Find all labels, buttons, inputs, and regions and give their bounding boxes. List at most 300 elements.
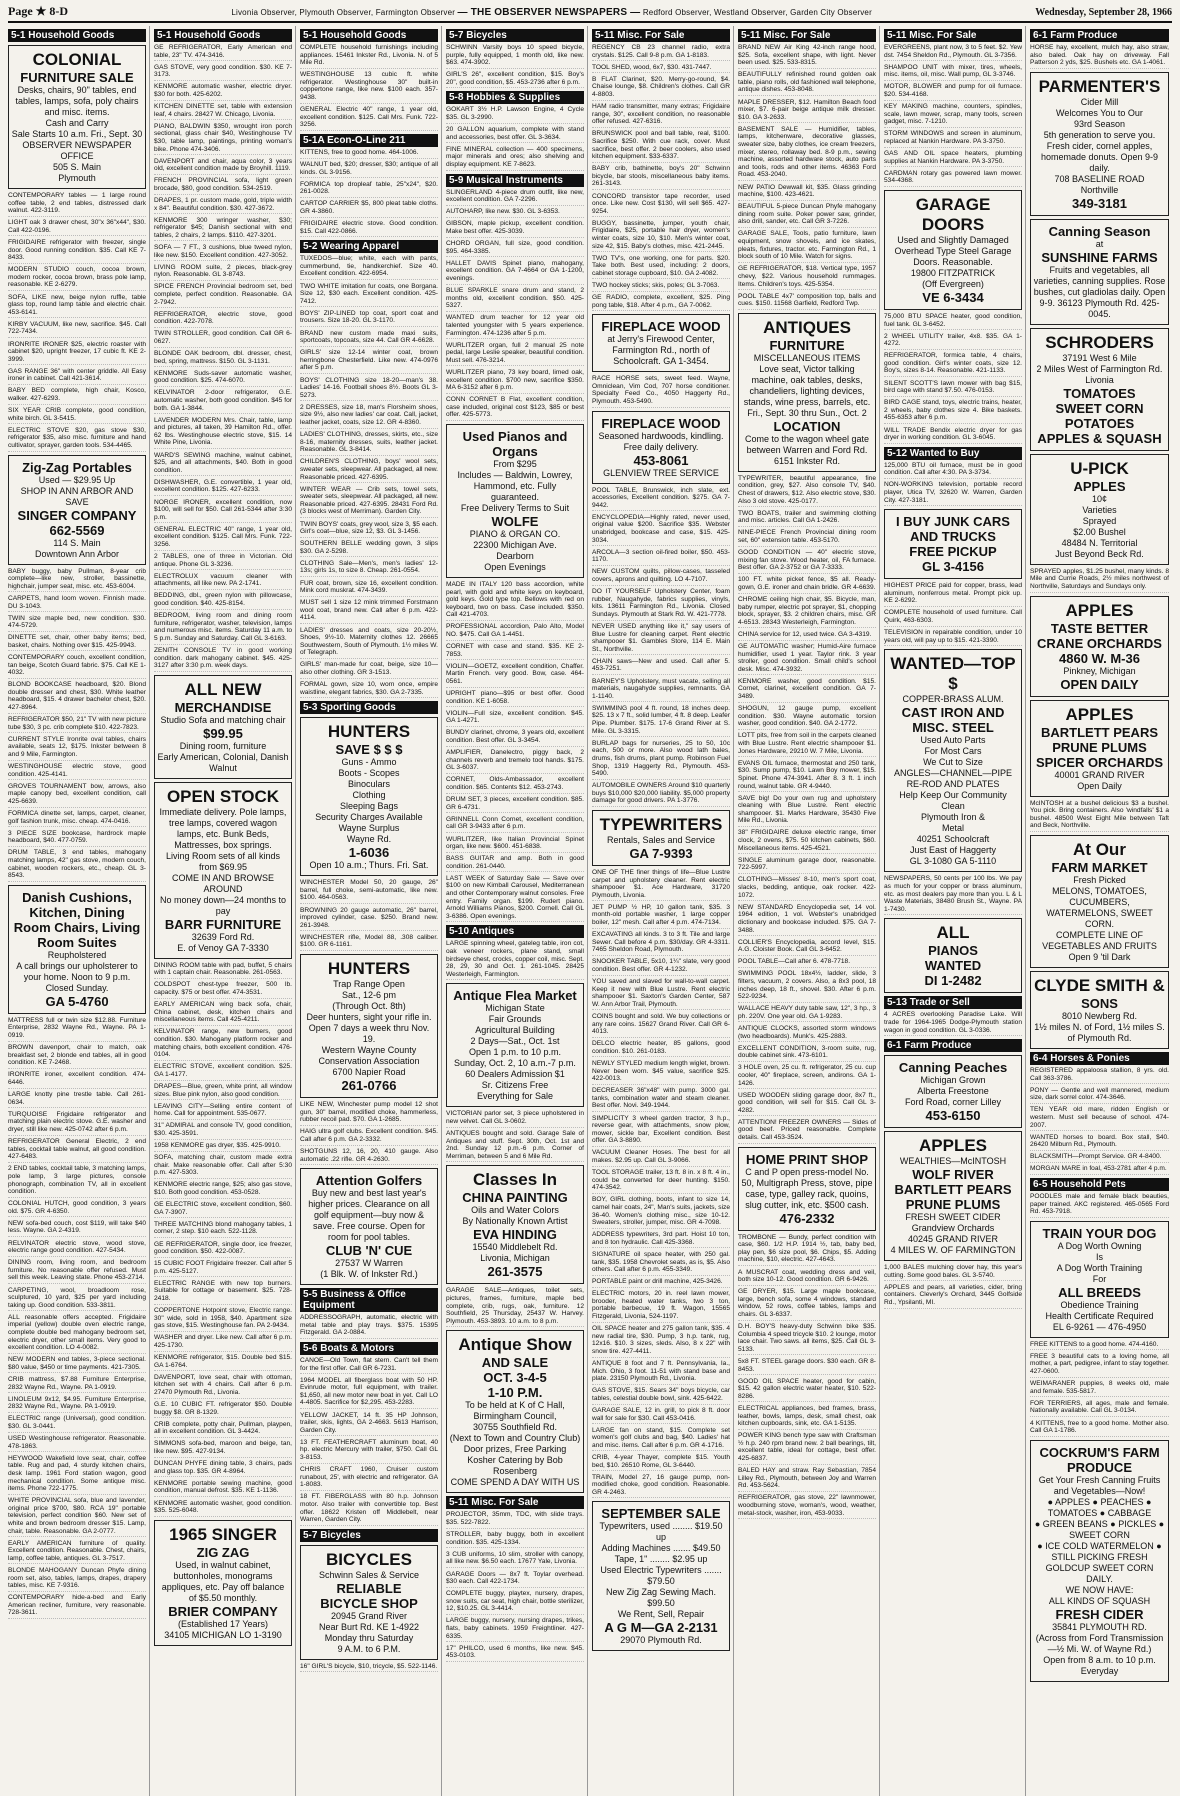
ad-list [1030,1067,1169,1175]
classified-ad: TWO WHITE imitation fur coats, one Borgana. Size 12, $30 each. Excellent condition. 425-7412. [300,283,438,308]
display-ad-canning-peaches [884,1055,1022,1128]
page-number: Page ★ 8-D [8,4,69,18]
classified-ad: 3 CUB uniforms, 10 slim, stroller with canopy, all like new. $6.50 each. 17677 Yale, Livonia. [446,1551,584,1568]
display-ad-fireplace-wood [592,411,730,484]
display-ad-line: GARAGE DOORS [915,194,991,234]
display-ad-line: Typewriters, used ........ $19.50 up [599,1521,723,1543]
display-ad-line: Varieties [1082,504,1117,515]
classified-ad: JET PUMP ½ HP, 10 gallon tank, $35. 3 month-old portable washer, 1 large copper boiler, 12" mesh. Call after 4 p.m. 474-7134. [592,904,730,929]
ad-list [300,1663,438,1673]
display-ad-line: Antique Flea Market [453,988,577,1004]
classified-ad: ANTIQUE CLOCKS, assorted storm windows (two headboards). Munk's. 425-2883. [738,1025,876,1042]
classified-ad: CHINA service for 12, used twice. GA 3-4319. [738,631,876,641]
classified-ad: DRUM SET, 3 pieces, excellent condition. $85. GR 6-4731. [446,796,584,813]
display-ad-line: CAST IRON AND [901,705,1005,721]
display-ad-line: GA 7-9393 [629,845,693,861]
classified-ad: BARNEY'S Upholstery, must vacate, selling all materials, naugahyde supplies, remnants. GA 1-1140. [592,678,730,703]
section-header: 5-1 Household Goods [154,29,292,42]
classified-ad: MATTRESS full or twin size $12.88. Furniture Enterprise, 2832 Wayne Rd., Wayne. PA 1-0919. [8,1017,146,1042]
ad-list [446,1110,584,1162]
display-ad-parmenters [1030,72,1169,216]
display-ad-line: FIREPLACE WOOD [601,319,721,335]
classified-ad: DRAPES, 1 pr. custom made, gold, triple width x 84". Beautiful condition. $30. 427-3672. [154,197,292,214]
classified-ad: D.H. BOY'S heavy-duty Schwinn bike $35. Columbia 4 speed tricycle $10. 2 lounge, motor lace chair. Two saws. all items, $25. Call GL 3-5133. [738,1323,876,1355]
display-ad-line: Everything for Sale [476,1091,554,1102]
display-ad-line: HOME PRINT SHOP [745,1151,869,1167]
classified-ad: BEDROOM, living room and dining room furniture, refrigerator, washer, television, lamps and numerous misc. items. Saturday 11 a.m. to 5 p.m. Sunday and Saturday. Call GL 3-6163. [154,612,292,644]
display-ad-line: AND SALE [481,1355,549,1371]
classified-ad: ARCOLA—3 section oil-fired boiler, $50. 453-1170. [592,549,730,566]
classified-ad: NEW STANDARD Encyclopedia set, 14 vol. 1964 edition, 1 vol. Webster's unabridged dictionary and bookcase included. $75. GA 7-3488. [738,904,876,936]
display-ad-line: DI 1-2482 [924,973,982,989]
display-ad-line: Fresh Picked [1073,874,1126,885]
classified-ad: SILENT SCOTT'S lawn mower with bag $15, bird cage with stand $7.50. 476-0153. [884,380,1022,397]
display-ad-line: Fair Grounds [488,1014,542,1025]
display-ad-line: Obedience Training [1060,1299,1139,1310]
display-ad-line: Overhead Type Steel Garage Doors. Reasonable. [894,245,1012,267]
classified-ad: BUGGY, bassinette, jumper, youth chair, Frigidaire, $25, portable hair dryer, women's winter coats, size 10, $10. Men's winter coat, size 42, $15. Baby's clothes, misc. 421-2445. [592,220,730,252]
classified-ad: TWO TV's, one working, one for parts. $20. Take both. Best used, including: 2 doors, cabinet storage cupboard, $10. GA 2-4082. [592,255,730,280]
classified-ad: 4 KITTENS, free to a good home. Mother also. Call GA 1-1786. [1030,1420,1169,1437]
display-ad-line: 114 S. Main [53,537,101,548]
classified-ad: LIKE NEW, Winchester pump model 12 shot gun, 30" barrel, modified choke, hammerless, rubber recoil pad. $70. GA 1-2685. [300,1101,438,1126]
classified-ad: TWIN STROLLER, good condition. Call GR 6-0627. [154,330,292,347]
ad-list [446,581,584,922]
display-ad-line: APPLES [1065,704,1134,724]
display-ad-line: Help Keep Our Community [899,790,1007,801]
classified-ad: ELECTROLUX vacuum cleaner with attachments, all like new. PA 2-1741. [154,573,292,590]
classified-ad: 13 FT. FEATHERCRAFT aluminum boat, 40 hp. electric Mercury with trailer, $750. Call GL 3-8153. [300,1439,438,1464]
display-ad-line: WANTED—TOP $ [890,654,1016,694]
display-ad-line: (1 Blk. W. of Inkster Rd.) [320,1269,418,1280]
display-ad-line: MELONS, TOMATOES, CUCUMBERS, WATERMELONS, SWEET CORN. [1046,885,1153,929]
classified-ad: CONN CORNET B Flat, excellent condition, case included, original cost $123, $85 or best offer. 425-5773. [446,396,584,421]
classified-ad: LARGE knotty pine trestle table. Call 261-0634. [8,1091,146,1108]
classified-ad: CRIB mattress, $7.88 Furniture Enterprise, 2832 Wayne Rd., Wayne. PA 1-0919. [8,1376,146,1393]
classified-ad: UPRIGHT piano—$95 or best offer. Good condition. KE 1-6058. [446,690,584,707]
classified-ad: COPPERTONE Hotpoint stove, Electric range. 30" wide, sold in 1958, $40. Apartment size gas stove, $15. Westinghouse fan. PA 2-9434. [154,1307,292,1332]
classified-ad: SHOGUN, 12 gauge pump, excellent condition. $30. Wayne automatic torsion washer, good condition. $40. GA 2-1772. [738,705,876,730]
ad-list [8,192,146,452]
display-ad-line: Wayne Surplus [338,823,400,834]
display-ad-line: Tape, 1" ........ $2.95 up [614,1554,708,1565]
classified-ad: GAS RANGE 36" with center griddle. All Easy ironer in cabinet. Call 421-3614. [8,368,146,385]
display-ad-line: VE 6-3434 [922,289,984,305]
classified-ad: ELECTRIC RANGE with new top burners. Suitable for cottage or basement. $25. 728-2418. [154,1280,292,1305]
display-ad-line: A G M—GA 2-2131 [604,1620,718,1636]
display-ad-september-sale [592,1501,730,1651]
display-ad-line: Livonia, Michigan [480,1253,550,1264]
display-ad-cockrums [1030,1440,1169,1682]
classified-ad: BABY BED complete, high chair, Kosco, walker. 427-6293. [8,387,146,404]
display-ad-line: ALL BREEDS [1058,1284,1141,1300]
display-ad-line: (Established 17 Years) [177,1618,269,1629]
display-ad-line: Rentals, Sales and Service [606,834,716,845]
ad-list [446,44,584,88]
display-ad-line: Oils and Water Colors [471,1205,559,1216]
classified-ad: USED Westinghouse refrigerator. Reasonable. 478-1863. [8,1435,146,1452]
section-header: 5-1A Econ-O-Line 211 [300,134,438,147]
display-ad-line: Sunday, Oct. 2, 10 a.m.-7 p.m. [454,1058,576,1069]
display-ad-line: Health Certificate Required [1045,1310,1154,1321]
classified-ad: APPLES and pears, all varieties, cider, bring containers. Cleverly's Orchard, 3445 Golfside Rd., Ypsilanti, MI. [884,1284,1022,1309]
classified-ad: WINCHESTER rifle, Model 88, .308 caliber. $100. GR 6-1161. [300,934,438,951]
display-ad-line: CRANE ORCHARDS [1037,635,1162,651]
classified-ad: BLONDE MAHOGANY Duncan Phyfe dining room set, also, tables, lamps, drapes, drapery tables, misc. KE 7-9316. [8,1567,146,1592]
display-ad-hunters [300,717,438,876]
display-ad-line: Michigan State [485,1003,545,1014]
display-ad-line: For [1092,1273,1107,1284]
display-ad-line: COMPLETE LINE OF [1055,929,1144,940]
display-ad-line: 1965 SINGER [169,1524,277,1544]
display-ad-line: Security Charges Available [315,812,423,823]
classified-ad: HIGHEST PRICE paid for copper, brass, lead aluminum, nonferrous metal. Prompt pick up. KE 2-6292. [884,582,1022,607]
display-ad-line: Antique Show [458,1335,572,1355]
section-header: 5-11 Misc. For Sale [446,1496,584,1509]
classified-ad: YOU saved and slaved for wall-to-wall carpet. Keep it new with Blue Lustre. Rent electric shampooer $1. Saxton's Garden Center, 587 W. Ann Arbor Trail, Plymouth. [592,978,730,1010]
display-ad-line: 48484 N. Territorial [1061,537,1138,548]
classified-ad: EARLY AMERICAN furniture of quality. Excellent condition. Reasonable. Chest, chairs, lamp, coffee table, antiques. GL 3-7517. [8,1540,146,1565]
ad-list [592,869,730,1498]
display-ad-flea-market [446,983,584,1107]
ad-list [884,1011,1022,1036]
ad-list [154,44,292,672]
classified-ad: MODERN STUDIO couch, cocoa brown, modern rocker, cocoa brown, brass pole lamp, reasonable. KE 2-6279. [8,266,146,291]
classified-ad: 17" PHILCO, used 6 months, like new. $45. 453-0103. [446,1645,584,1662]
display-ad-line: Used Electric Typewriters ....... $79.50 [600,1565,722,1587]
classified-ad: BEAUTIFUL 5-piece Duncan Phyfe mahogany dining room suite. Poker power saw, grinder, also drill, sander, etc. Call GR 3-7226. [738,203,876,228]
classified-ad: CLOTHING Sale—Men's, men's ladies' 12-13s; girls 1s, to size 8. Cheap. 261-0554. [300,560,438,577]
display-ad-line: Reupholstered [47,949,107,960]
classified-ad: ONE OF THE finer things of life—Blue Lustre carpet and upholstery cleaner. Rent electric shampooer $1. Ace Hardware, 31720 Plymouth, Livonia. [592,869,730,901]
ad-list [884,462,1022,506]
classified-ad: FORMICA top dropleaf table, 25"x24", $20. 261-0028. [300,181,438,198]
classified-ad: 4 ACRES overlooking Paradise Lake. Will trade for 1964-1965 Dodge-Plymouth station wagon in good condition. GL 3-0336. [884,1011,1022,1036]
display-ad-line: TRAIN YOUR DOG [1042,1225,1157,1241]
section-header: 5-1 Household Goods [300,29,438,42]
display-ad-line: FREE PICKUP [909,544,997,560]
classified-ad: VICTORIAN parlor set, 3 piece upholstered in new velvet. Call GL 3-0602. [446,1110,584,1127]
classified-ad: ELECTRIC STOVE $20, gas stove $30, refrigerator $35, also misc. furniture and hand cultivator, sprayer, garden tools. 534-4465. [8,427,146,452]
classified-ad: IRONRITE ironer, excellent condition. 474-6446. [8,1071,146,1088]
display-ad-schroders [1030,328,1169,451]
ad-list [446,1511,584,1662]
classified-ad: HAM radio transmitter, many extras; Frigidaire range, 30", excellent condition, no reasonable offer refused. 427-6316. [592,103,730,128]
classified-ad: ENCYCLOPEDIA—Highly rated, never used, original value $200. Sacrifice $35. Webster unabridged, bookcase and case, $15. 425-3034. [592,514,730,546]
classified-ad: HAIG ultra golf clubs. Excellent condition. $45. Call after 6 p.m. GA 2-3332. [300,1128,438,1145]
classified-ad: SNOOKER TABLE, 5x10, 1¼" slate, very good condition. Best offer. GR 4-1232. [592,958,730,975]
ad-list [300,1357,438,1526]
masthead-title: — THE OBSERVER NEWSPAPERS — [457,7,641,18]
ad-list [300,879,438,951]
display-ad-line: Open 1 p.m. to 10 p.m. [468,1047,562,1058]
classified-ad: PIANO, BALDWIN $350, wrought iron porch sectional, glass chair $40, Westinghouse TV $30, table lamp, paintings, printing woman's bike. Phone 474-3406. [154,123,292,155]
classified-ad: FREE 3 beautiful cats to a loving home, all mother, a part, pedigree, infant to stay together. 427-0600. [1030,1353,1169,1378]
classified-ad: EVERGREENS, plant now, 3 to 5 feet. $2. Yew dst. 7454 Sheldon Rd., Plymouth. GL 3-7356. [884,44,1022,61]
display-ad-line: 29070 Plymouth Rd. [620,1635,702,1646]
display-ad-line: Plymouth Iron & [920,812,986,823]
column-5 [592,26,734,1796]
classified-ad: PONY — Gentle and well mannered, medium size, dark sorrel color. 474-3646. [1030,1087,1169,1104]
display-ad-crane-orchards [1030,596,1169,697]
display-ad-trap-range [300,954,438,1098]
ad-list [1030,568,1169,593]
display-ad-line: PRUNE PLUMS [905,1197,1001,1213]
classified-ad: KELVINATOR 2-door refrigerator, G.E. automatic washer, both good condition. $45 for both. GA 1-3844. [154,389,292,414]
classified-ad: POOL TABLE 4x7' composition top, balls and cues. $150. 11568 Garfield, Redford Twp. [738,293,876,310]
display-ad-line: BARTLETT PEARS [1041,724,1158,740]
classified-ad: IRONRITE IRONER $25, electric roaster with cabinet $20, upright freezer, 17 cubic ft. KE 2-3999. [8,341,146,366]
section-header: 5-12 Wanted to Buy [884,447,1022,460]
classified-ad: 1964 MODEL all fiberglass boat with 50 HP. Evinrude motor, full equipment, with trailer. $1,650, all new motor new boat in yet. Call LO 4-4805. Sacrifice for $2,295. 453-2283. [300,1377,438,1409]
display-ad-line: 1-6036 [348,845,390,861]
display-ad-line: APPLES [1073,478,1126,494]
classified-ad: LARGE spinning wheel, gateleg table, iron cot, oak veneer rockers, plane stand, small birdseye chest, crocks, copper coil, misc. Sept. 28, 29, 30 and Oct. 1. 261-1045. 28425 Westerleigh, Farmington. [446,940,584,980]
ad-list [884,875,1022,915]
classified-ad: COMPLETE household furnishings including appliances. 15461 Inkster Rd., Livonia. N. of 5 Mile Rd. [300,44,438,69]
classified-ad: SIMPLICITY 3 wheel garden tractor, 3 h.p., reverse gear, with attachments, snow plow, mower, sickle bar, Excellent condition. Best offer. GA 3-8890. [592,1115,730,1147]
display-ad-line: 34105 MICHIGAN LO 1-3190 [164,1629,282,1640]
display-ad-line: 15540 Middlebelt Rd. [472,1242,558,1253]
display-ad-line: I BUY JUNK CARS [896,514,1010,530]
display-ad-line: Dining room, furniture [179,740,267,751]
classified-ad: FRIGIDAIRE electric stove. Good condition. $15. Call 422-0866. [300,220,438,237]
ad-list [8,1017,146,1619]
display-ad-line: 1-10 P.M. [487,1385,543,1401]
display-ad-line: We Rent, Sell, Repair [617,1609,705,1620]
display-ad-line: APPLES & SQUASH [1037,430,1162,446]
classified-ad: GAS STOVE, $15. Sears 34" boys bicycle, car tables, celestial double bowl, sink. 425-6422. [592,1387,730,1404]
ad-list [446,106,584,170]
ad-list [446,189,584,421]
classified-ad: 2 END tables, cocktail table, 3 matching lamps, pole lamp, 3 large pictures, console phonograph, combination TV, all in excellent condition. [8,1165,146,1197]
classified-ad: BLOND BOOKCASE headboard, $20. Blond double dresser and chest, $30. White leather headboard, $15. 4 drawer bachelor chest, $20. 427-8964. [8,681,146,713]
classified-ad: WILL TRADE Bendix electric dryer for gas dryer in working condition. GL 3-6045. [884,427,1022,444]
classified-ad: SAVE big! Do your own rug and upholstery cleaning with Blue Lustre. Rent electric shampooer. $1. Marks Hardware, 35430 Five Mile Rd., Livonia. [738,795,876,827]
classified-ad: NEWLY STYLED medium length wiglet, brown. Never been worn. $45 value, sacrifice $25. 422-0013. [592,1060,730,1085]
classified-ad: CURRENT STYLE Ironrite oval tables, chairs available, seats 12, $175. Inkster between 8 and 9 Mile, Farmington. [8,736,146,761]
classified-ad: KENMORE electric range, $25; also gas stove, $10. Both good condition. 453-0528. [154,1181,292,1198]
display-ad-line: Clothing [352,790,386,801]
display-ad-line: Love seat, Victor talking machine, oak tables, desks, chandeliers, lighting devices, stands, wine press, barrels, etc. [743,363,871,407]
classified-ad: KENMORE Suds-saver automatic washer, good condition. $25. 474-6070. [154,370,292,387]
classified-ad: COMPLETE household of used furniture. Call Quirk, 463-6303. [884,609,1022,626]
display-ad-line: Danish Cushions, Kitchen, Dining Room Chairs, Living Room Suites [13,889,141,950]
ad-list [1030,1193,1169,1218]
display-ad-line: AND TRUCKS [910,529,996,545]
classified-ad: NEWSPAPERS, 50 cents per 100 lbs. We pay as much for your copper or brass aluminum, etc. as most dealers pay more than you. L & L Waste Materials, 38480 Brush St., Wayne. PA 1-7430. [884,875,1022,915]
classified-ad: SIGNATURE oil space heater, with 250 gal. tank, $35. 1958 Chevrolet seats, as is, $5. Also others. Call after 6 p.m. 455-3349. [592,1251,730,1276]
classified-ad: CLOTHING—Misses' 8-10, men's sport coat, slacks, bedding, antique, oak rocker. 422-1072. [738,876,876,901]
display-ad-jerrys-firewood [592,314,730,372]
classified-ad: SINGLE aluminum garage door, reasonable. 722-5997. [738,857,876,874]
display-ad-line: 4860 W. M-36 [1059,650,1140,666]
ad-list [300,1101,438,1165]
display-ad-line: 505 S. Main [52,162,102,172]
display-ad-line: at [1095,238,1104,249]
classified-ad: WESTINGHOUSE electric stove, good condition. 425-4141. [8,763,146,780]
display-ad-line: SONS [1081,995,1118,1011]
classified-ad: DINING room, living room, and bedroom furniture. No reasonable offer refused. Must sell this week. Leaving state. Phone 453-2714. [8,1259,146,1284]
classified-ad: KEY MAKING machine, counters, spindles, scale, lawn mower, scrap, many tools, screen gadget, misc. 7-1210. [884,103,1022,128]
display-ad-line: APPLES [918,1136,988,1156]
classified-ad: REFRIGERATOR, formica table, 4 chairs, good condition. Girl's winter coats, size 12. Boy's, sizes 8-14. Reasonable. 421-1133. [884,352,1022,377]
classified-ad: RELVINATOR electric stove, wood stove, electric range good condition. 427-5434. [8,1240,146,1257]
section-header: 5-7 Bicycles [446,29,584,42]
display-ad-pianos-wanted [884,918,1022,993]
display-ad-line: Wayne Rd. [346,834,392,845]
display-ad-line: SWEET CORN [1055,400,1144,416]
display-ad-line: 2 Days—Sat., Oct. 1st [470,1036,560,1047]
display-ad-line: OCT. 3-4-5 [483,1370,547,1386]
display-ad-line: RELIABLE [336,1580,402,1596]
classified-ad: WINCHESTER Model 50, 20 gauge, 26" barrel, full choke, semi-automatic, like new. $100. 464-0563. [300,879,438,904]
display-ad-line: 2 Miles West of Farmington Rd. [1036,363,1163,374]
display-ad-line: To be held at K of C Hall, Birmingham Council, [465,1400,565,1422]
classified-ad: GOOD CONDITION — 40" electric stove, mixing fan stove. Wood heater, oil, FA furnace. Best offer. GA 2-3752 or GA 7-3333. [738,549,876,574]
classified-ad: 18 FT. FIBERGLASS with 80 h.p. Johnson motor. Also trailer with convertible top. Best offer. 18622 Kristen off Middlebelt, near Warren, Garden City. [300,1493,438,1525]
classified-ad: NEW sofa-bed couch, cost $119, will take $40 less. Wayne. GA 2-4319. [8,1220,146,1237]
classified-ad: GOOD OIL SPACE heater, good for cabin, $15. 42 gallon electric water heater, $10. 522-8286. [738,1378,876,1403]
issue-date: Wednesday, September 28, 1966 [1035,7,1172,18]
ad-list [884,313,1022,444]
display-ad-line: Fruits and vegetables, all varieties, canning supplies. Rose bushes, cut gladiolas daily. Open 9-9. 36123 Plymouth Rd. 425-0045. [1033,264,1166,319]
classified-ad: KENMORE portable sewing machine, good condition, manual defrost. $35. KE 1-1136. [154,1480,292,1497]
classified-ad: COMPLETE buggy, playtex, nursery, drapes, snow suits, car seat, high chair, bottle sterilizer, 12, $10.25. GL 3-4414. [446,1590,584,1615]
classified-ad: COLLIER'S Encyclopedia, accord level, $15. A.G. Cloister Book. Call GL 3-6452. [738,939,876,956]
classified-ad: EXCELLENT CONDITION, 3-room suite, rug, double cabinet sink. 473-6101. [738,1045,876,1062]
display-ad-line: PARMENTER'S [1038,76,1161,96]
classified-ad: SIX YEAR CRIB complete, good condition, white birch. GL 3-5415. [8,407,146,424]
classified-ad: CHROME ceiling high chair, $5. Bicycle, man, baby rumper, electric pot sprayer, $1, chopping block, sprayer, $3. 2 children chairs, misc. GR 4-6513. 28343 Westerleigh, Farmington. [738,596,876,628]
display-ad-line: $99.95 [203,725,243,741]
classified-ad: ELECTRIC motors, 20 in. reel lawn mower, brooder, heated water tanks, two 3 ton, portable barbecue, 19 ft. Wagon, 15565 Fitzgerald, Livonia, 524-1197. [592,1290,730,1322]
display-ad-line: (Through Oct. 8th) [332,1001,406,1012]
classified-ad: 100 FT. white picket fence, $5 all. Ready-gown, G.E. ironer and chain bridle. GR 4-6639. [738,576,876,593]
ad-list [1030,44,1169,69]
display-ad-line: 30755 Southfield Rd. [472,1422,558,1433]
display-ad-line: Adding Machines ....... $49.50 [601,1543,721,1554]
classified-ad: TROMBONE — Bundy, perfect condition with case, $60. 1/2 H.P. 1914 ½, tab, baby bed, play pen, $6 size pool, $6. Chips, $5. Adding machine, $10, electric. 427-4643. [738,1234,876,1266]
classified-ad: REFRIGERATOR, gas stove, 22" lawnmower, woodburning stove, woman's, wood, weather, metal-stock, washer, iron, 453-9033. [738,1494,876,1519]
classified-ad: DINETTE set, chair, other baby items; bed, basket, chairs. Nothing over $15. 425-9943. [8,634,146,651]
classified-ad: VACUUM Cleaner Hoses. The best for all makes. $2.95 up. Call GL 3-9066. [592,1149,730,1166]
classified-ad: SWIMMING POOL 18x4½, ladder, slide, 3 filters, vacuum, 2 covers. Also, a 8x3 pool, 18 inches deep, 18 ft., shovel. $30. After 6 p.m. 522-9234. [738,970,876,1002]
classified-ad: GARAGE SALE—Antiques, toilet sets, pictures, frames, furniture, maple bed complete, crib, rugs, oak, furniture. 12 Southfield, 25 Thursday, 25437 W. Harvey. Plymouth. 453-3893. 10 a.m. to 8 p.m. [446,1287,584,1327]
classified-ad: STORM WINDOWS and screen in aluminum, replaced at Nankin Hardware. PA 3-3750. [884,130,1022,147]
classified-ad: GENERAL ELECTRIC 40" range, 1 year old, excellent condition. $125. Call Mrs. Funk. 722-3256. [154,526,292,551]
classified-ad: SHAMPOO UNIT with mixer, tires, wheels, misc. items, oil, misc. Wall pump, GL 3-3746. [884,64,1022,81]
display-ad-line: GL 3-1080 GA 5-1110 [909,856,997,867]
display-ad-line: WANTED [924,958,982,974]
section-header: 5-13 Trade or Sell [884,996,1022,1009]
classified-ad: WASHER and dryer. Like new. Call after 6 p.m. 425-1730. [154,1334,292,1351]
classified-ad: GE ELECTRIC stove, excellent condition, $60. GA 7-3907. [154,1201,292,1218]
classified-ad: CONTEMPORARY couch, excellent condition, tan beige, Scotch Guard fabric. $75. Call KE 1-4032. [8,654,146,679]
section-header: 5-9 Musical Instruments [446,174,584,187]
display-ad-line: HUNTERS [327,722,411,742]
classified-ad: GARAGE SALE, 12 in. grill, to pick 8 ft. door wall for sale for $30. Call 453-0416. [592,1407,730,1424]
section-header: 6-1 Farm Produce [884,1039,1022,1052]
display-ad-line: BARTLETT PEARS [894,1182,1012,1198]
display-ad-line: RE-ROD AND PLATES [906,779,1000,790]
classified-ad: BRUNSWICK pool and ball table, real, $100. Sacrifice $250. With cue rack, cover. Must sacrifice, best offer. 2 beer coolers, also used kitchen equipment. $33-6337. [592,130,730,162]
classified-ad: WURLITZER, like Italian Provincial Spinet organ, like new. $600. 451-6838. [446,836,584,853]
display-ad-plymouth-iron [884,649,1022,872]
classified-ad: COLONIAL HUTCH, good condition, 3 years old. $75. GR 4-6350. [8,1200,146,1217]
classified-ad: USED WOODEN sliding garage door, 8x7 ft., good condition, will sell for $15. Call GL 3-4282. [738,1092,876,1117]
section-header: 5-2 Wearing Apparel [300,240,438,253]
display-ad-line: LOCATION [773,418,841,434]
papers-right: Redford Observer, Westland Observer, Garden City Observer [642,8,872,17]
display-ad-line: WOLFE [491,513,539,529]
display-ad-line: Deer hunters, sight your rifle in. Open 7 days a week thru Nov. 19. [306,1012,432,1045]
display-ad-line: TASTE BETTER [1050,620,1149,636]
display-ad-line: 708 BASELINE ROAD [1054,173,1145,184]
ad-list [446,1287,584,1327]
classified-ad: BROWNING 20 gauge automatic, 26" barrel, improved cylinder, case. $250. Brand new. 261-3948. [300,907,438,932]
classified-ad: SHOTGUNS 12, 16, 20, 410 gauge. Also automatic .22 rifle. GR 4-2630. [300,1148,438,1165]
display-ad-line: 19800 FITZPATRICK [910,267,996,278]
column-1 [8,26,150,1796]
classified-ad: HORSE hay, excellent, mulch hay, also straw, also baled. Oak hay on driveway. Fall Patterson 2 yds, $25. Bushels etc. GA 1-4061. [1030,44,1169,69]
display-ad-line: SINGER COMPANY [17,507,137,523]
display-ad-line: Binoculars [347,779,391,790]
display-ad-line: Canning Season [1048,223,1151,239]
classified-ad: SLINGERLAND 4-piece drum outfit, like new, excellent condition. GA 7-2296. [446,189,584,206]
display-ad-line: ALL KINDS OF SQUASH [1048,1595,1151,1606]
classified-ad: KENMORE washer, good condition. $15. Cornet, clarinet, excellent condition. GA 7-3489. [738,678,876,703]
classified-ad: A MUSCRAT coat, wedding dress and veil, both size 10-12. Good condition. GR 6-9426. [738,1269,876,1286]
display-ad-line: Conservation Association [318,1056,420,1067]
classified-ad: SPRAYED apples, $1.25 bushel, many kinds. 8 Mile and Currie Roads, 2½ miles northwest of Northville, Saturdays and Sundays only. [1030,568,1169,593]
display-ad-line: from $69.95 [198,861,248,872]
classified-ad: FUR coat, brown, size 16, excellent condition. Mink cord muskrat. 474-3439. [300,580,438,597]
section-header: 5-5 Business & Office Equipment [300,1288,438,1312]
display-ad-line: 40245 GRAND RIVER [907,1234,999,1245]
display-ad-line: ● GREEN BEANS ● PICKLES ● SWEET CORN [1034,1518,1165,1540]
display-ad-line: COPPER-BRASS ALUM. [902,694,1004,705]
masthead [231,7,872,18]
classified-ad: GE REFRIGERATOR, Early American end table, 23" TV. 474-3416. [154,44,292,61]
display-ad-line: FIREPLACE WOOD [601,415,721,431]
display-ad-colonial [8,45,146,189]
display-ad-line: COLONIAL [32,50,122,69]
display-ad-line: 93rd Season [1073,118,1126,129]
classified-ad: GAS AND OIL space heaters, plumbing supplies at Nankin Hardware. PA 3-3750. [884,150,1022,167]
classified-ad: DECREASER 36"x48" with pump. 3000 gal. tanks, combination water and steam cleaner. Best offer. Novi. 349-1944. [592,1087,730,1112]
display-ad-typewriters [592,810,730,866]
display-ad-bicycles [300,1545,438,1660]
display-ad-junk-cars [884,509,1022,579]
section-header: 5-10 Antiques [446,925,584,938]
classified-ad: NEW PATIO Dewwall kit, $35. Glass grinding machine, $100. 423-4621. [738,184,876,201]
display-ad-line: Free Delivery Terms to Suit [460,502,570,513]
ad-list [300,255,438,698]
display-ad-line: Cider Mill [1080,96,1119,107]
classified-ad: 125,000 BTU oil furnace, must be in good condition. Call after 4:30. PA 3-3734. [884,462,1022,479]
classified-ad: 1,000 BALES mulching clover hay, this year's cutting. Some good bales. GL 3-5740. [884,1264,1022,1281]
classified-ad: VIOLIN—Full size, excellent condition. $45. GA 1-4271. [446,710,584,727]
classified-ad: GE REFRIGERATOR, single door, ice freezer, good condition. $50. 422-0087. [154,1241,292,1258]
classified-ad: REGISTERED appaloosa stallion, 8 yrs. old. Call 363-3786. [1030,1067,1169,1084]
display-ad-line: Kosher Catering by Bob Rosenberg [467,1455,563,1477]
display-ad-line: Includes — Baldwin, Lowrey, Hammond, etc. Fully guaranteed. [457,469,573,502]
classified-ad: GIRLS' size 12-14 winter coat, brown herringbone Chesterfield. Like new. 474-0976 after 5 p.m. [300,349,438,374]
display-ad-line: Boots - Scopes [338,768,400,779]
display-ad-line: C and P open press-model No. 50, Multigraph Press, stove, pipe case, type, galley rack, quoins, slug cutter, ink, etc. $500 cash. [741,1166,873,1210]
display-ad-line: 22300 Michigan Ave. [473,539,557,550]
